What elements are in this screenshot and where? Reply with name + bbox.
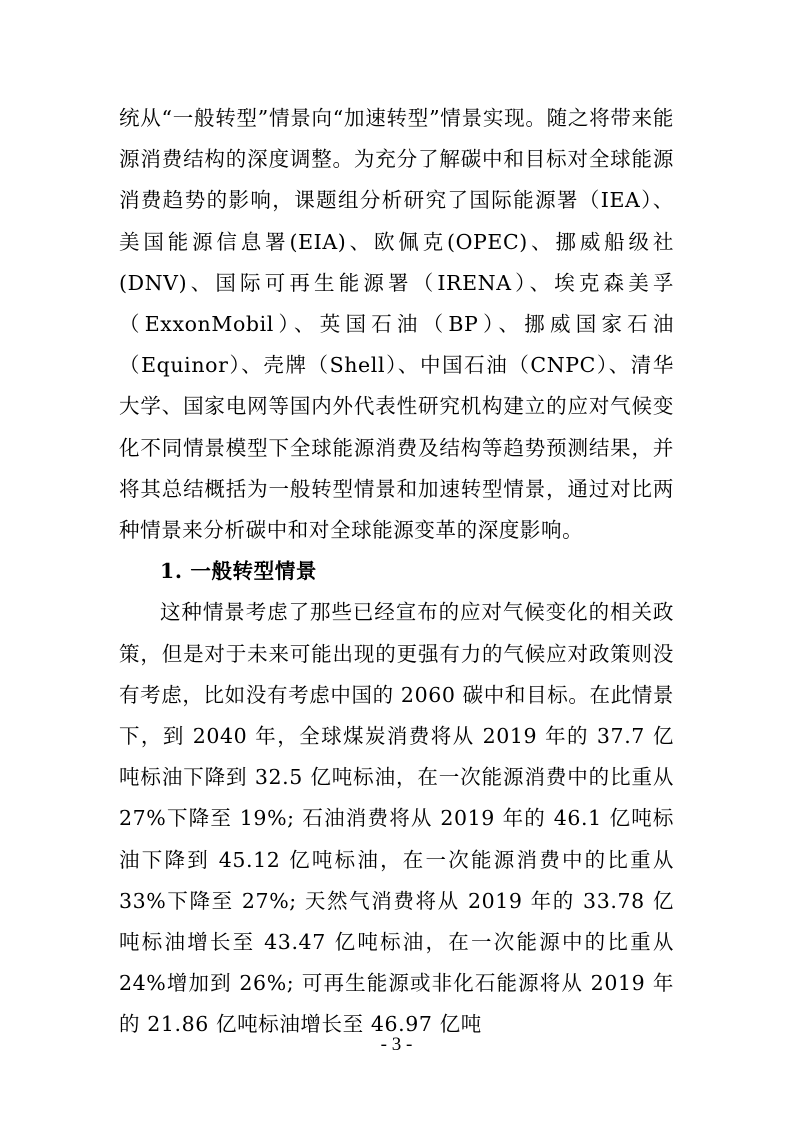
page-body (119, 98, 674, 1046)
section-heading: 1. 一般转型情景 (160, 559, 317, 584)
page-number: - 3 - (380, 1034, 413, 1055)
body-paragraph: 这种情景考虑了那些已经宣布的应对气候变化的相关政策，但是对于未来可能出现的更强有力的气候应对政策则没有考虑，比如没有考虑中国的 2060 碳中和目标。在此情景下，到 2040 年，全球煤炭消费将从 2019 年的 37.7 亿吨标油下降到 32.5 亿吨标油，在一次能源消费中的比重从 27%下降至 19%; 石油消费将从 2019 年的 46.1 亿吨标油下降到 45.12 亿吨标油，在一次能源消费中的比重从 33%下降至 27%; 天然气消费将从 2019 年的 33.78 亿吨标油增长至 43.47 亿吨标油，在一次能源中的比重从 24%增加到 26%; 可再生能源或非化石能源将从 2019 年的 21.86 亿吨标油增长至 46.97 亿吨 (119, 600, 674, 1037)
body-paragraph: 统从“一般转型”情景向“加速转型”情景实现。随之将带来能源消费结构的深度调整。为充分了解碳中和目标对全球能源消费趋势的影响，课题组分析研究了国际能源署（IEA）、美国能源信息署(EIA)、欧佩克(OPEC)、挪威船级社(DNV)、国际可再生能源署（IRENA）、埃克森美孚（ExxonMobil）、英国石油（BP）、挪威国家石油（Equinor）、壳牌（Shell）、中国石油（CNPC）、清华大学、国家电网等国内外代表性研究机构建立的应对气候变化不同情景模型下全球能源消费及结构等趋势预测结果，并将其总结概括为一般转型情景和加速转型情景，通过对比两种情景来分析碳中和对全球能源变革的深度影响。 (119, 106, 674, 543)
